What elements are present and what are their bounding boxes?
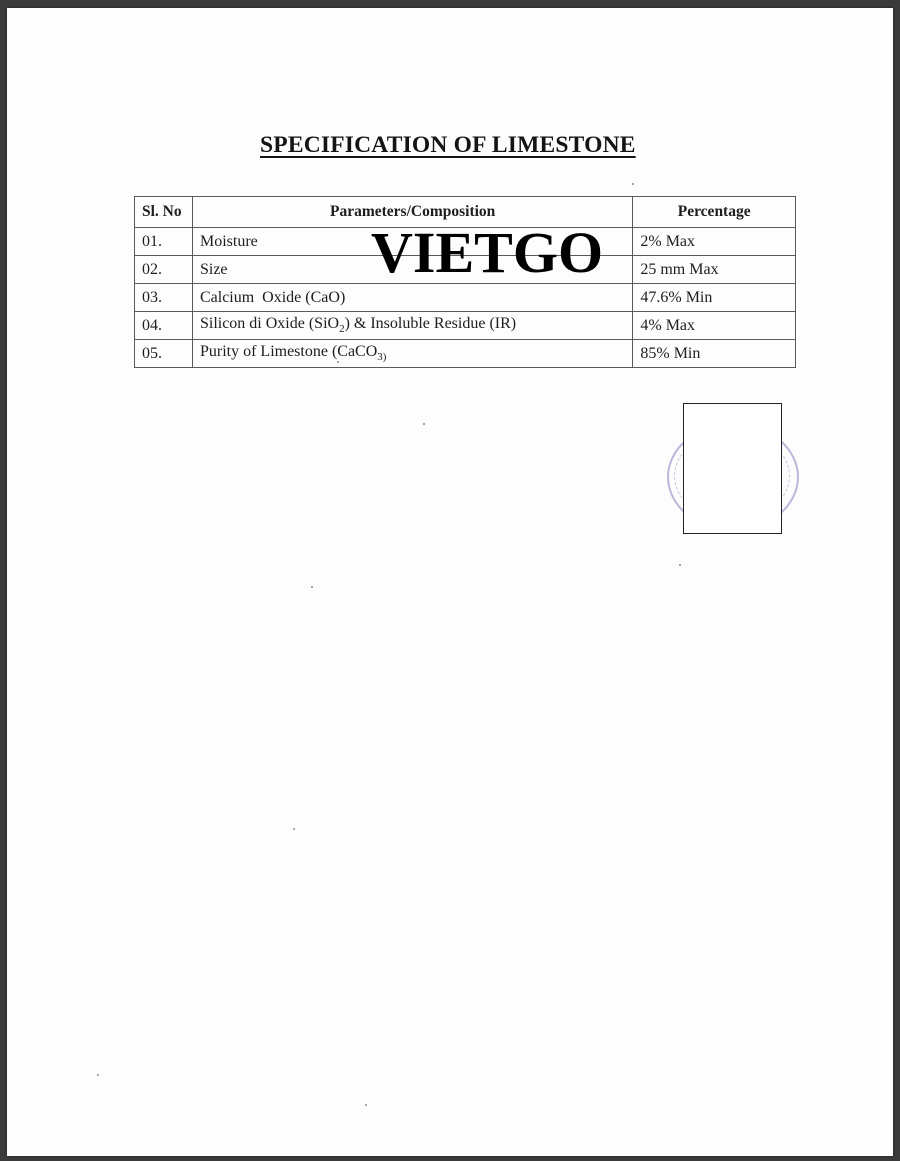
document-title: SPECIFICATION OF LIMESTONE <box>260 132 636 158</box>
scan-speck <box>337 361 339 363</box>
parameter-text: Silicon di Oxide (SiO <box>199 315 340 333</box>
scan-speck <box>365 1104 367 1106</box>
row-parameter <box>192 340 632 368</box>
row-percentage: 85% Min <box>633 340 796 368</box>
row-parameter: Moisture <box>192 228 632 256</box>
scan-speck <box>293 828 295 830</box>
row-sl-no: 01. <box>135 228 193 256</box>
scan-speck <box>423 423 425 425</box>
scan-speck <box>97 1074 99 1076</box>
parameter-text: Purity of Limestone (CaCO <box>199 343 378 361</box>
row-parameter <box>192 312 632 340</box>
redaction-box <box>683 403 782 534</box>
table-row <box>135 340 796 368</box>
scan-speck <box>632 183 634 185</box>
row-percentage: 2% Max <box>633 228 796 256</box>
row-sl-no: 04. <box>135 312 193 340</box>
row-percentage: 47.6% Min <box>633 284 796 312</box>
row-parameter: Size <box>192 256 632 284</box>
parameter-subscript: 3) <box>377 351 387 364</box>
parameter-subscript: 2 <box>339 323 345 336</box>
row-percentage: 25 mm Max <box>633 256 796 284</box>
row-percentage: 4% Max <box>633 312 796 340</box>
parameter-text: ) & Insoluble Residue (IR) <box>344 315 517 333</box>
row-sl-no: 02. <box>135 256 193 284</box>
scan-speck <box>311 586 313 588</box>
row-sl-no: 05. <box>135 340 193 368</box>
table-row <box>135 312 796 340</box>
row-parameter: Calcium Oxide (CaO) <box>192 284 632 312</box>
header-percentage: Percentage <box>633 197 796 228</box>
header-parameter: Parameters/Composition <box>192 197 632 228</box>
row-sl-no: 03. <box>135 284 193 312</box>
header-sl-no: Sl. No <box>135 197 193 228</box>
document-page <box>7 8 893 1156</box>
scan-speck <box>679 564 681 566</box>
table-row <box>135 284 796 312</box>
watermark-logo: VIETGO <box>371 220 604 285</box>
